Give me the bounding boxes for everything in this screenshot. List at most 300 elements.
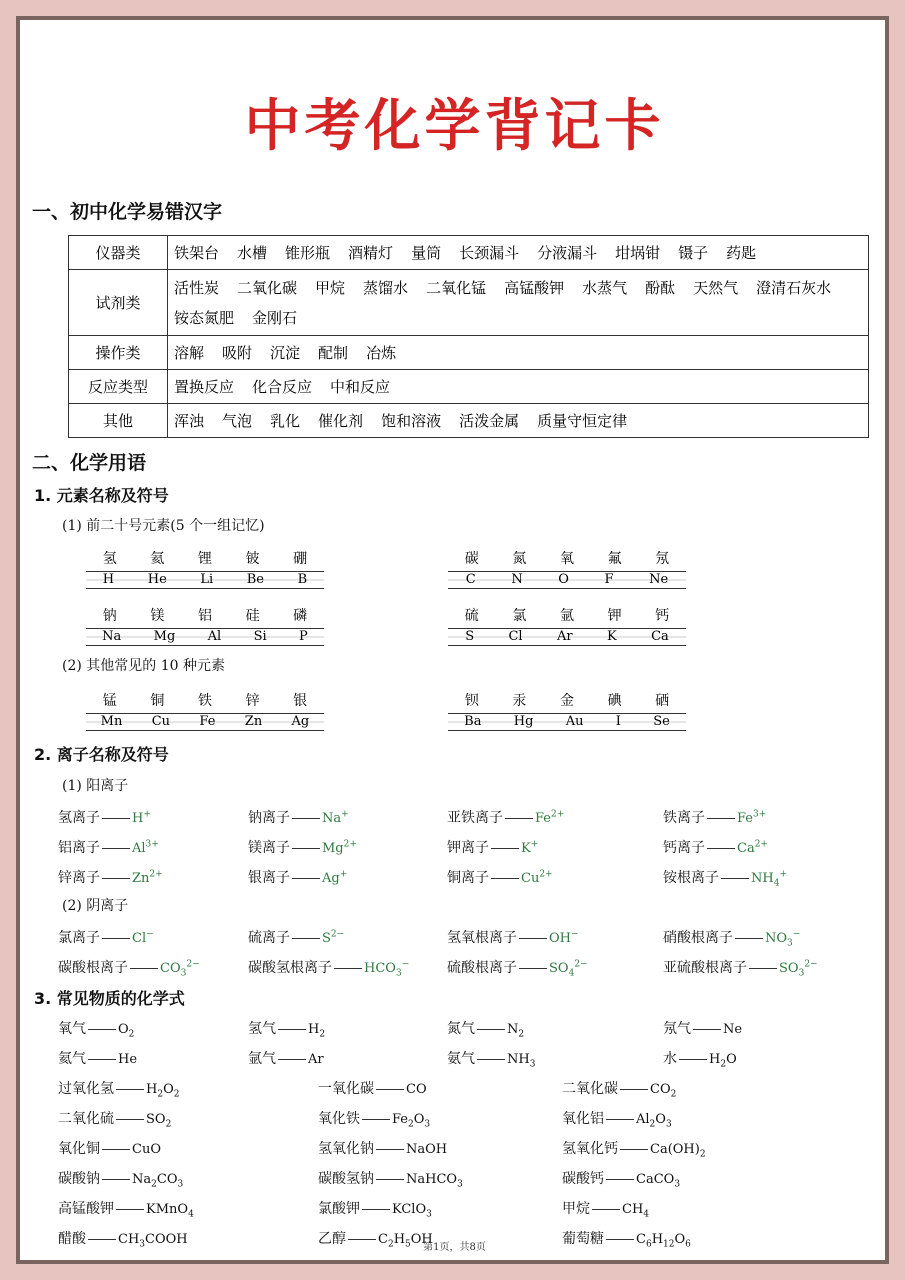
ion-symbol: Zn [132, 871, 150, 886]
formula-subscript: 3 [457, 1179, 463, 1190]
vocab-word: 天然气 [693, 278, 739, 297]
ion-formula [132, 931, 154, 946]
formula-subscript: 3 [674, 1179, 681, 1190]
element-symbol: F [604, 572, 614, 587]
substance-formula [132, 1142, 161, 1157]
ion-charge: 2+ [149, 869, 163, 880]
substance-entry [318, 1078, 427, 1098]
dash-line [477, 1059, 505, 1060]
ion-symbol: NH [751, 871, 774, 886]
ion-symbol: OH [549, 931, 571, 946]
substance-formula [507, 1022, 525, 1040]
dash-line [102, 1179, 130, 1180]
vocab-row [69, 336, 869, 370]
ion-entry [663, 867, 787, 889]
page-footer: 第1页，共8页 [423, 1242, 486, 1253]
element-group [86, 548, 324, 589]
ion-entry [248, 927, 344, 947]
ion-formula [160, 959, 200, 979]
vocab-word: 甲烷 [315, 278, 346, 297]
vocab-words [168, 236, 869, 270]
element-symbol: Ar [556, 629, 573, 644]
element-name: 硒 [655, 693, 670, 709]
formula-subscript: 2 [649, 1119, 656, 1130]
vocab-word: 置换反应 [174, 377, 235, 396]
element-symbol: Se [653, 714, 670, 729]
sub1-part2: (2) 其他常见的 10 种元素 [62, 658, 225, 674]
dash-line [606, 1119, 634, 1120]
dash-line [620, 1149, 648, 1150]
ion-name: 氯离子 [58, 930, 100, 946]
formula-subscript: 4 [643, 1209, 650, 1220]
substance-formula [118, 1052, 137, 1067]
substance-entry [447, 1018, 524, 1040]
element-name: 银 [293, 693, 308, 709]
element-group [448, 690, 686, 731]
vocab-word: 气泡 [222, 411, 253, 430]
substance-formula [146, 1082, 180, 1100]
substance-entry [58, 1108, 171, 1130]
formula-subscript: 2 [128, 1029, 135, 1040]
dash-line [519, 938, 547, 939]
vocab-words [168, 336, 869, 370]
ion-charge: − [571, 929, 579, 940]
ion-entry [447, 957, 588, 979]
formula-part: H [651, 1232, 664, 1247]
ion-subscript: 4 [568, 968, 575, 979]
element-name: 氩 [559, 608, 574, 624]
element-name: 锰 [102, 693, 117, 709]
vocab-word: 吸附 [222, 343, 253, 362]
substance-formula [507, 1052, 536, 1070]
formula-part: NaHCO [406, 1172, 458, 1187]
substance-name: 氨气 [447, 1051, 475, 1067]
element-symbol: He [147, 572, 167, 587]
ion-symbol: NO [765, 931, 788, 946]
element-name: 铝 [197, 608, 212, 624]
substance-entry [58, 1078, 179, 1100]
formula-part: Ne [723, 1022, 743, 1037]
element-name: 硫 [464, 608, 479, 624]
vocab-word: 澄清石灰水 [756, 278, 832, 297]
ion-entry [58, 837, 159, 857]
formula-subscript: 2 [165, 1119, 172, 1130]
ion-entry [663, 927, 800, 949]
vocab-word: 酒精灯 [348, 243, 394, 262]
formula-part: H [393, 1232, 406, 1247]
ion-formula [364, 959, 410, 979]
substance-name: 氧化铝 [562, 1111, 604, 1127]
formula-subscript: 6 [685, 1239, 691, 1250]
element-name: 氯 [512, 608, 527, 624]
element-symbol: O [558, 572, 569, 587]
element-names [448, 548, 686, 568]
ion-name: 锌离子 [58, 870, 100, 886]
formula-part: O [413, 1112, 425, 1127]
ion-subscript: 4 [773, 878, 780, 889]
element-names [448, 690, 686, 710]
ion-entry [447, 807, 564, 827]
element-symbol: Mn [100, 714, 123, 729]
substance-name: 氯酸钾 [318, 1201, 360, 1217]
substance-name: 氧气 [58, 1021, 86, 1037]
substance-name: 二氧化硫 [58, 1111, 114, 1127]
dash-line [679, 1059, 707, 1060]
substance-entry [663, 1048, 737, 1070]
vocab-words [168, 270, 869, 336]
vocab-category: 操作类 [69, 336, 168, 370]
substance-name: 氧化铜 [58, 1141, 100, 1157]
ion-entry [248, 837, 357, 857]
dash-line [749, 968, 777, 969]
element-name: 氦 [150, 551, 165, 567]
vocab-word: 溶解 [174, 343, 205, 362]
ion-formula [322, 811, 349, 826]
ion-formula [779, 959, 818, 979]
dash-line [693, 1029, 721, 1030]
vocab-table [68, 235, 869, 438]
substance-formula [146, 1202, 194, 1220]
element-name: 汞 [512, 693, 527, 709]
ion-symbol: Ca [737, 841, 755, 856]
ion-formula [322, 931, 344, 946]
formula-subscript: 2 [720, 1059, 727, 1070]
ion-charge: 2+ [539, 869, 553, 880]
element-symbols [86, 628, 324, 646]
substance-entry [318, 1168, 463, 1190]
substance-entry [562, 1078, 676, 1100]
dash-line [88, 1059, 116, 1060]
formula-part: OH [410, 1232, 433, 1247]
vocab-word: 铵态氮肥 [174, 308, 235, 327]
formula-subscript: 2 [157, 1089, 164, 1100]
anion-heading: (2) 阴离子 [62, 898, 129, 914]
element-symbol: Hg [513, 714, 534, 729]
element-name: 氢 [102, 551, 117, 567]
element-names [448, 605, 686, 625]
ion-name: 氢离子 [58, 810, 100, 826]
dash-line [491, 878, 519, 879]
ion-name: 碳酸根离子 [58, 960, 128, 976]
substance-entry [663, 1018, 742, 1038]
substance-formula [118, 1022, 135, 1040]
ion-formula [549, 931, 579, 946]
formula-part: NH [507, 1052, 530, 1067]
element-names [86, 548, 324, 568]
substance-name: 碳酸钠 [58, 1171, 100, 1187]
dash-line [102, 938, 130, 939]
dash-line [116, 1089, 144, 1090]
element-symbol: Cu [151, 714, 171, 729]
ion-entry [447, 927, 579, 947]
element-symbol: Ne [649, 572, 669, 587]
dash-line [334, 968, 362, 969]
element-name: 氧 [559, 551, 574, 567]
element-symbol: N [511, 572, 523, 587]
formula-subscript: 5 [405, 1239, 411, 1250]
formula-part: He [118, 1052, 138, 1067]
formula-part: CaCO [636, 1172, 675, 1187]
element-name: 碳 [464, 551, 479, 567]
element-name: 氟 [607, 551, 622, 567]
element-symbol: Ag [291, 714, 310, 729]
ion-symbol: S [322, 931, 331, 946]
vocab-word: 长颈漏斗 [459, 243, 520, 262]
formula-part: Na [132, 1172, 152, 1187]
element-names [86, 605, 324, 625]
element-symbol: Al [207, 629, 222, 644]
ion-symbol: SO [549, 961, 569, 976]
formula-subscript: 2 [151, 1179, 157, 1190]
ion-symbol: HCO [364, 961, 396, 976]
substance-entry [318, 1198, 432, 1220]
vocab-category: 其他 [69, 404, 168, 438]
substance-formula [392, 1112, 431, 1130]
ion-formula [535, 811, 564, 826]
ion-subscript: 3 [180, 968, 187, 979]
substance-entry [318, 1138, 447, 1158]
dash-line [278, 1059, 306, 1060]
vocab-word: 锥形瓶 [285, 243, 331, 262]
ion-name: 铜离子 [447, 870, 489, 886]
element-name: 钙 [655, 608, 670, 624]
ion-symbol: Al [132, 841, 146, 856]
ion-entry [447, 837, 538, 857]
ion-subscript: 3 [798, 968, 805, 979]
substance-name: 氦气 [58, 1051, 86, 1067]
formula-subscript: 2 [518, 1029, 525, 1040]
element-symbol: Mg [153, 629, 176, 644]
vocab-word: 活泼金属 [459, 411, 520, 430]
ion-name: 钠离子 [248, 810, 290, 826]
vocab-row [69, 270, 869, 336]
ion-charge: − [792, 929, 801, 940]
ion-entry [663, 957, 818, 979]
dash-line [102, 878, 130, 879]
substance-formula [636, 1112, 672, 1130]
substance-name: 葡萄糖 [562, 1231, 604, 1247]
substance-entry [562, 1198, 649, 1220]
element-symbol: Si [253, 629, 267, 644]
substance-entry [58, 1048, 137, 1068]
substance-name: 氢气 [248, 1021, 276, 1037]
ion-charge: + [530, 839, 539, 850]
ion-charge: 2+ [551, 809, 565, 820]
element-name: 硅 [245, 608, 260, 624]
element-symbol: Na [102, 629, 122, 644]
ion-name: 钾离子 [447, 840, 489, 856]
vocab-word: 药匙 [726, 243, 757, 262]
ion-symbol: K [521, 841, 531, 856]
substance-name: 水 [663, 1051, 677, 1067]
ion-formula [521, 871, 553, 886]
vocab-word: 金刚石 [252, 308, 298, 327]
element-symbol: Fe [199, 714, 216, 729]
ion-formula [751, 869, 787, 889]
ion-entry [58, 807, 151, 827]
formula-subscript: 2 [173, 1089, 180, 1100]
ion-charge: 2− [330, 929, 345, 940]
dash-line [292, 818, 320, 819]
element-name: 硼 [293, 551, 308, 567]
formula-part: Al [636, 1112, 650, 1127]
ion-formula [322, 871, 347, 886]
substance-entry [58, 1018, 134, 1040]
vocab-words [168, 404, 869, 438]
ion-charge: − [146, 929, 154, 940]
ion-formula [737, 811, 766, 826]
ion-formula [737, 841, 768, 856]
substance-formula [723, 1022, 742, 1037]
vocab-words [168, 370, 869, 404]
element-group [448, 605, 686, 646]
section2-heading: 二、化学用语 [32, 452, 147, 474]
ion-charge: + [779, 869, 787, 880]
element-symbol: Li [200, 572, 214, 587]
dash-line [519, 968, 547, 969]
ion-charge: + [339, 869, 348, 880]
formula-part: NaOH [406, 1142, 448, 1157]
ion-entry [663, 837, 768, 857]
substance-formula [392, 1202, 432, 1220]
dash-line [292, 878, 320, 879]
vocab-word: 坩埚钳 [615, 243, 661, 262]
formula-part: O [118, 1022, 129, 1037]
page-frame [16, 16, 889, 1264]
ion-formula [132, 811, 151, 826]
ion-subscript: 3 [787, 938, 793, 949]
dash-line [102, 848, 130, 849]
vocab-word: 中和反应 [330, 377, 391, 396]
element-symbol: C [465, 572, 476, 587]
ion-charge: + [341, 809, 349, 820]
ion-charge: 3+ [753, 809, 767, 820]
page-title: 中考化学背记卡 [244, 94, 665, 159]
vocab-word: 沉淀 [270, 343, 301, 362]
dash-line [477, 1029, 505, 1030]
dash-line [292, 848, 320, 849]
formula-part: H [308, 1022, 320, 1037]
formula-subscript: 3 [665, 1119, 672, 1130]
substance-entry [318, 1108, 430, 1130]
ion-formula [549, 959, 588, 979]
vocab-word: 二氧化锰 [426, 278, 487, 297]
vocab-word: 铁架台 [174, 243, 220, 262]
ion-charge: 2− [574, 959, 588, 970]
ion-symbol: Mg [322, 841, 344, 856]
vocab-word: 分液漏斗 [537, 243, 598, 262]
substance-name: 氩气 [248, 1051, 276, 1067]
dash-line [735, 938, 763, 939]
ion-charge: + [143, 809, 151, 820]
substance-formula [650, 1142, 706, 1160]
formula-subscript: 2 [408, 1119, 414, 1130]
dash-line [88, 1029, 116, 1030]
element-symbols [448, 628, 686, 646]
element-group [448, 548, 686, 589]
formula-part: CO [156, 1172, 178, 1187]
vocab-word: 饱和溶液 [381, 411, 442, 430]
substance-formula [636, 1172, 681, 1190]
formula-part: C [378, 1232, 388, 1247]
ion-name: 亚硫酸根离子 [663, 960, 747, 976]
sub1-heading: 1. 元素名称及符号 [34, 486, 169, 505]
ion-charge: 2+ [343, 839, 357, 850]
ion-charge: 3+ [145, 839, 159, 850]
vocab-word: 镊子 [678, 243, 709, 262]
formula-subscript: 2 [387, 1239, 394, 1250]
element-symbols [448, 571, 686, 589]
ion-entry [447, 867, 553, 887]
element-name: 铜 [150, 693, 165, 709]
substance-name: 乙醇 [318, 1231, 346, 1247]
element-symbol: S [465, 629, 475, 644]
formula-subscript: 3 [177, 1179, 184, 1190]
dash-line [116, 1119, 144, 1120]
ion-name: 钙离子 [663, 840, 705, 856]
dash-line [707, 818, 735, 819]
element-symbol: Be [246, 572, 264, 587]
ion-entry [248, 807, 349, 827]
substance-formula [650, 1082, 677, 1100]
formula-part: H [709, 1052, 721, 1067]
substance-formula [308, 1052, 324, 1067]
formula-subscript: 12 [663, 1239, 675, 1250]
ion-entry [58, 957, 200, 979]
ion-entry [248, 957, 409, 979]
element-name: 钡 [464, 693, 479, 709]
substance-entry [248, 1048, 324, 1068]
formula-part: KMnO [146, 1202, 189, 1217]
substance-name: 氧化铁 [318, 1111, 360, 1127]
dash-line [376, 1179, 404, 1180]
formula-subscript: 2 [319, 1029, 326, 1040]
element-group [86, 690, 324, 731]
element-name: 锌 [245, 693, 260, 709]
dash-line [505, 818, 533, 819]
element-symbol: Zn [244, 714, 263, 729]
dash-line [130, 968, 158, 969]
vocab-word: 水槽 [237, 243, 268, 262]
dash-line [606, 1179, 634, 1180]
dash-line [592, 1209, 620, 1210]
vocab-word: 酚酞 [645, 278, 676, 297]
formula-subscript: 4 [188, 1209, 194, 1220]
cation-heading: (1) 阳离子 [62, 778, 129, 794]
dash-line [292, 938, 320, 939]
substance-formula [406, 1142, 447, 1157]
ion-symbol: Na [322, 811, 342, 826]
ion-name: 铵根离子 [663, 870, 719, 886]
formula-part: CO [650, 1082, 671, 1097]
ion-name: 硝酸根离子 [663, 930, 733, 946]
ion-symbol: Fe [535, 811, 552, 826]
formula-subscript: 3 [139, 1239, 146, 1250]
dash-line [362, 1209, 390, 1210]
element-symbol: Au [565, 714, 584, 729]
formula-part: O [674, 1232, 686, 1247]
formula-subscript: 3 [529, 1059, 536, 1070]
substance-entry [562, 1108, 672, 1130]
element-name: 金 [559, 693, 574, 709]
element-name: 钠 [102, 608, 117, 624]
formula-part: CO [406, 1082, 427, 1097]
substance-formula [709, 1052, 737, 1070]
dash-line [376, 1149, 404, 1150]
ion-charge: − [401, 959, 410, 970]
vocab-word: 活性炭 [174, 278, 220, 297]
dash-line [376, 1089, 404, 1090]
